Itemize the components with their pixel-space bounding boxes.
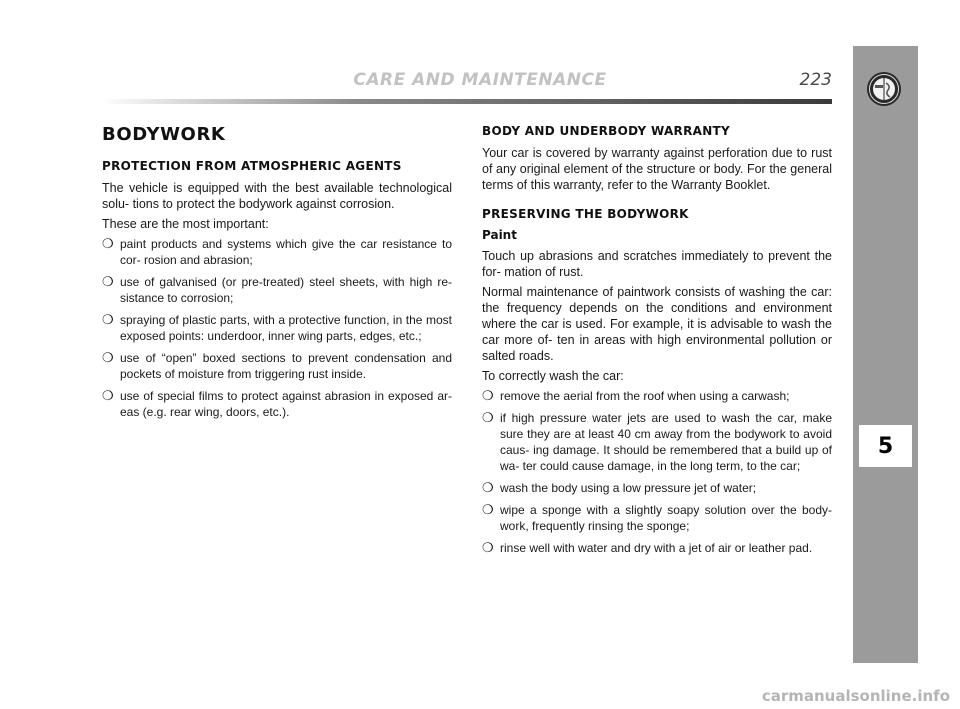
right-column: [482, 124, 832, 562]
bullet-icon: ❍: [102, 274, 114, 289]
bullet-icon: ❍: [102, 388, 114, 403]
protection-list: [102, 236, 452, 420]
list-item: [102, 312, 452, 344]
bullet-icon: ❍: [102, 312, 114, 327]
left-column: [102, 124, 452, 426]
header-rule: [100, 99, 832, 104]
bullet-icon: ❍: [102, 236, 114, 251]
paint-heading: Paint: [482, 228, 517, 242]
warranty-heading: BODY AND UNDERBODY WARRANTY: [482, 124, 731, 138]
intro-paragraph: The vehicle is equipped with the best available technological solu- tions to protect the bodywork against corrosion.: [102, 181, 452, 211]
list-item: [482, 540, 832, 556]
list-item: [482, 388, 832, 404]
list-item-text: if high pressure water jets are used to wash the car, make sure they are at least 40 cm away from the bodywork to avoid caus- ing damage. It should be remembered that a build up of wa- ter could cause damage, in the long term, to the car;: [500, 411, 832, 473]
preserving-heading: PRESERVING THE BODYWORK: [482, 207, 689, 221]
list-item-text: rinse well with water and dry with a jet of air or leather pad.: [500, 541, 813, 555]
maintenance-paragraph: Normal maintenance of paintwork consists of washing the car: the frequency depends on the conditions and environment where the car is used. For example, it is advisable to wash the car more of- ten in areas with high environmental pollution or salted roads.: [482, 285, 832, 363]
list-item-text: wipe a sponge with a slightly soapy solution over the body- work, frequently rinsing the sponge;: [500, 503, 832, 533]
list-item-text: use of special films to protect against abrasion in exposed ar- eas (e.g. rear wing, doors, etc.).: [120, 389, 452, 419]
list-item-text: wash the body using a low pressure jet of water;: [500, 481, 757, 495]
list-item: [482, 410, 832, 474]
list-item-text: spraying of plastic parts, with a protective function, in the most exposed points: underdoor, inner wing parts, edges, etc.;: [120, 313, 452, 343]
list-item-text: paint products and systems which give the car resistance to cor- rosion and abrasion;: [120, 237, 452, 267]
list-item-text: use of galvanised (or pre-treated) steel sheets, with high re- sistance to corrosion;: [120, 275, 452, 305]
wash-lead: To correctly wash the car:: [482, 369, 624, 383]
list-item-text: remove the aerial from the roof when using a carwash;: [500, 389, 790, 403]
bullet-icon: ❍: [482, 410, 494, 425]
chapter-number: 5: [859, 425, 912, 467]
logo-graphic: [866, 71, 902, 107]
watermark[interactable]: carmanualsonline.info: [761, 687, 950, 705]
list-item-text: use of “open” boxed sections to prevent condensation and pockets of moisture from triggering rust inside.: [120, 351, 452, 381]
list-item: [102, 236, 452, 268]
bullet-icon: ❍: [482, 540, 494, 555]
bullet-icon: ❍: [102, 350, 114, 365]
list-item: [482, 502, 832, 534]
chapter-side-tab: [853, 46, 918, 663]
wash-list: [482, 388, 832, 556]
page-number: 223: [799, 70, 832, 90]
list-item: [102, 388, 452, 420]
protection-heading: PROTECTION FROM ATMOSPHERIC AGENTS: [102, 159, 402, 173]
bullet-icon: ❍: [482, 480, 494, 495]
important-lead: These are the most important:: [102, 217, 269, 231]
section-title: CARE AND MAINTENANCE: [353, 70, 607, 90]
alfa-romeo-logo-icon: [866, 71, 902, 107]
spacer: [482, 197, 832, 207]
bodywork-heading: BODYWORK: [102, 124, 226, 145]
bullet-icon: ❍: [482, 388, 494, 403]
list-item: [102, 350, 452, 382]
list-item: [482, 480, 832, 496]
warranty-paragraph: Your car is covered by warranty against perforation due to rust of any original element of the structure or body. For the general terms of this warranty, refer to the Warranty Booklet.: [482, 146, 832, 192]
bullet-icon: ❍: [482, 502, 494, 517]
list-item: [102, 274, 452, 306]
paint-paragraph: Touch up abrasions and scratches immediately to prevent the for- mation of rust.: [482, 249, 832, 279]
